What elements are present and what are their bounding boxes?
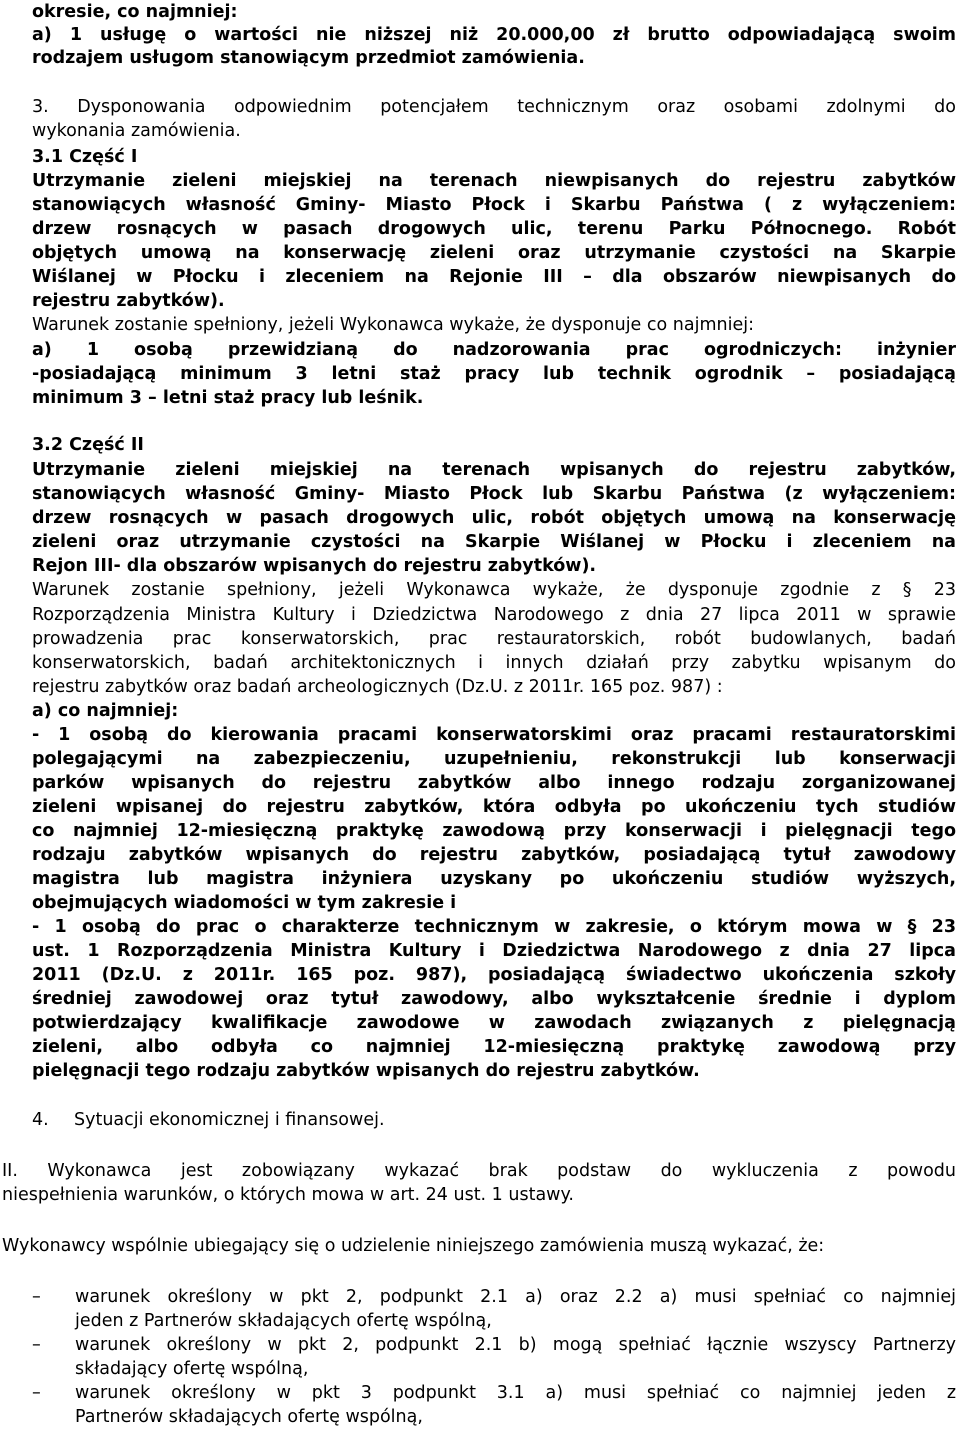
list-item-text: warunek określony w pkt 2, podpunkt 2.1 b) mogą spełniać łącznie wszyscy Partnerzy (75, 1335, 956, 1355)
part-1-condition: Warunek zostanie spełniony, jeżeli Wykonawca wykaże, że dysponuje co najmniej: (32, 315, 754, 335)
part-2-requirement: ust. 1 Rozporządzenia Ministra Kultury i Dziedzictwa Narodowego z dnia 27 lipca (32, 941, 956, 961)
part-2-line: zieleni oraz utrzymanie czystości na Skarpie Wiślanej w Płocku i zleceniem na (32, 532, 956, 552)
section-3-line: 3. Dysponowania odpowiednim potencjałem technicznym oraz osobami zdolnymi do (32, 97, 956, 117)
section-II-line (2, 1159, 956, 1183)
part-1-line: Wiślanej w Płocku i zleceniem na Rejonie III – dla obszarów niewpisanych do (32, 267, 956, 287)
list-item-text: warunek określony w pkt 2, podpunkt 2.1 a) oraz 2.2 a) musi spełniać co najmniej (75, 1287, 956, 1307)
section-3-line: wykonania zamówienia. (32, 121, 241, 141)
part-2-requirement: co najmniej 12-miesięczną praktykę zawodową przy konserwacji i pielęgnacji tego (32, 821, 956, 841)
part-2-a-heading: a) co najmniej: (32, 701, 179, 721)
part-2-requirement: magistra lub magistra inżyniera uzyskany po ukończeniu studiów wyższych, (32, 869, 956, 889)
part-2-condition: rejestru zabytków oraz badań archeologicznych (Dz.U. z 2011r. 165 poz. 987) : (32, 677, 723, 697)
continuation-line: okresie, co najmniej: (32, 2, 238, 22)
part-2-requirement: 2011 (Dz.U. z 2011r. 165 poz. 987), posiadającą świadectwo ukończenia szkoły (32, 965, 956, 985)
section-4-number: 4. (32, 1110, 49, 1130)
part-1-line: drzew rosnących w pasach drogowych ulic, terenu Parku Północnego. Robót (32, 219, 956, 239)
part-2-requirement: pielęgnacji tego rodzaju zabytków wpisanych do rejestru zabytków. (32, 1061, 700, 1081)
part-1-line: objętych umową na konserwację zieleni oraz utrzymanie czystości na Skarpie (32, 243, 956, 263)
part-1-line: rejestru zabytków). (32, 291, 225, 311)
part-2-requirement: - 1 osobą do prac o charakterze technicznym w zakresie, o którym mowa w § 23 (32, 917, 956, 937)
section-4-text: Sytuacji ekonomicznej i finansowej. (74, 1110, 385, 1130)
part-2-requirement: średniej zawodowej oraz tytuł zawodowy, albo wykształcenie średnie i dyplom (32, 989, 956, 1009)
part-2-requirement: potwierdzający kwalifikacje zawodowe w zawodach związanych z pielęgnacją (32, 1013, 956, 1033)
part-2-requirement: - 1 osobą do kierowania pracami konserwatorskimi oraz pracami restauratorskimi (32, 725, 956, 745)
part-1-heading: 3.1 Część I (32, 147, 138, 167)
list-item-text: Partnerów składających ofertę wspólną, (75, 1407, 423, 1427)
part-2-heading: 3.2 Część II (32, 435, 144, 455)
part-2-requirement: polegającymi na zabezpieczeniu, uzupełnieniu, rekonstrukcji lub konserwacji (32, 749, 956, 769)
part-1-line: Utrzymanie zieleni miejskiej na terenach niewpisanych do rejestru zabytków (32, 171, 956, 191)
list-item-text: jeden z Partnerów składających ofertę wspólną, (75, 1311, 492, 1331)
part-2-condition: konserwatorskich, badań architektonicznych i innych działań przy zabytku wpisanym do (32, 653, 956, 673)
part-2-condition: prowadzenia prac konserwatorskich, prac restauratorskich, robót budowlanych, badań (32, 629, 956, 649)
list-item-text: składający ofertę wspólną, (75, 1359, 309, 1379)
part-2-requirement: parków wpisanych do rejestru zabytków albo innego rodzaju zorganizowanej (32, 773, 956, 793)
section-II-text: Wykonawca jest zobowiązany wykazać brak podstaw do wykluczenia z powodu (47, 1161, 956, 1181)
joint-intro: Wykonawcy wspólnie ubiegający się o udzielenie niniejszego zamówienia muszą wykazać, że: (2, 1236, 825, 1256)
part-2-line: stanowiących własność Gminy- Miasto Płock lub Skarbu Państwa (z wyłączeniem: (32, 484, 956, 504)
part-1-line: stanowiących własność Gminy- Miasto Płock i Skarbu Państwa ( z wyłączeniem: (32, 195, 956, 215)
continuation-line: rodzajem usługom stanowiącym przedmiot zamówienia. (32, 48, 585, 68)
part-1-requirement: a) 1 osobą przewidzianą do nadzorowania prac ogrodniczych: inżynier (32, 340, 956, 360)
continuation-line: a) 1 usługę o wartości nie niższej niż 20.000,00 zł brutto odpowiadającą swoim (32, 25, 956, 45)
dash-bullet-icon: – (32, 1335, 41, 1355)
part-2-requirement: zieleni wpisanej do rejestru zabytków, która odbyła po ukończeniu tych studiów (32, 797, 956, 817)
dash-bullet-icon: – (32, 1287, 41, 1307)
dash-bullet-icon: – (32, 1383, 41, 1403)
section-II-number: II. (2, 1161, 18, 1181)
part-2-requirement: zieleni, albo odbyła co najmniej 12-miesięczną praktykę zawodową przy (32, 1037, 956, 1057)
part-2-line: drzew rosnących w pasach drogowych ulic, robót objętych umową na konserwację (32, 508, 956, 528)
part-2-line: Utrzymanie zieleni miejskiej na terenach wpisanych do rejestru zabytków, (32, 460, 956, 480)
section-II-line: niespełnienia warunków, o których mowa w art. 24 ust. 1 ustawy. (2, 1185, 574, 1205)
part-2-requirement: obejmujących wiadomości w tym zakresie i (32, 893, 457, 913)
part-1-requirement: -posiadającą minimum 3 letni staż pracy lub technik ogrodnik – posiadającą (32, 364, 956, 384)
part-2-condition: Rozporządzenia Ministra Kultury i Dziedzictwa Narodowego z dnia 27 lipca 2011 w sprawie (32, 605, 956, 625)
list-item-text: warunek określony w pkt 3 podpunkt 3.1 a) musi spełniać co najmniej jeden z (75, 1383, 956, 1403)
part-2-condition: Warunek zostanie spełniony, jeżeli Wykonawca wykaże, że dysponuje zgodnie z § 23 (32, 580, 956, 600)
section-4 (32, 1108, 385, 1132)
part-2-requirement: rodzaju zabytków wpisanych do rejestru zabytków, posiadającą tytuł zawodowy (32, 845, 956, 865)
part-2-line: Rejon III- dla obszarów wpisanych do rejestru zabytków). (32, 556, 597, 576)
part-1-requirement: minimum 3 – letni staż pracy lub leśnik. (32, 388, 424, 408)
